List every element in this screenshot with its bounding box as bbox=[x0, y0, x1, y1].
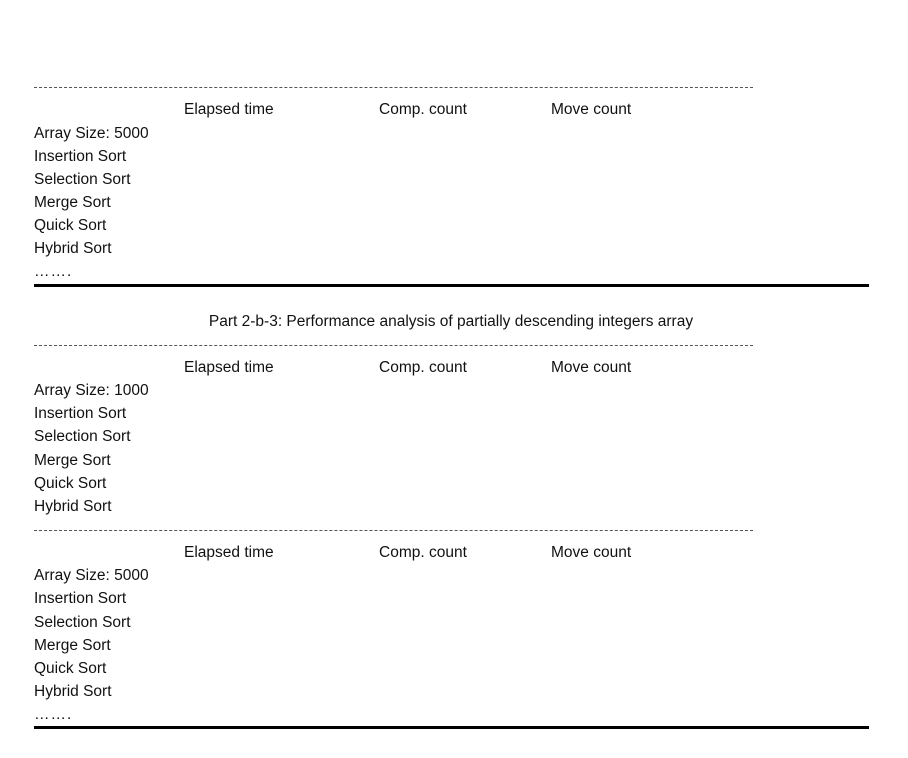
array-size-label: Array Size: 5000 bbox=[34, 567, 149, 584]
row-label: Merge Sort bbox=[34, 194, 111, 211]
array-size-label: Array Size: 1000 bbox=[34, 382, 149, 399]
row-label: Insertion Sort bbox=[34, 405, 127, 422]
row-label: Quick Sort bbox=[34, 475, 107, 492]
section-title: Part 2-b-3: Performance analysis of partially descending integers array bbox=[208, 313, 694, 330]
row-label: Hybrid Sort bbox=[34, 240, 112, 257]
row-label: Hybrid Sort bbox=[34, 683, 112, 700]
row-label: Selection Sort bbox=[34, 614, 131, 631]
header-comp-count: Comp. count bbox=[379, 359, 467, 376]
row-label: Insertion Sort bbox=[34, 590, 127, 607]
row-label: Quick Sort bbox=[34, 660, 107, 677]
section-divider bbox=[34, 726, 869, 729]
row-label: Hybrid Sort bbox=[34, 498, 112, 515]
row-label: Selection Sort bbox=[34, 428, 131, 445]
header-move-count: Move count bbox=[551, 544, 632, 561]
row-label: Insertion Sort bbox=[34, 148, 127, 165]
dashed-separator bbox=[34, 87, 753, 88]
row-label: Merge Sort bbox=[34, 637, 111, 654]
section-divider bbox=[34, 284, 869, 287]
row-label: Merge Sort bbox=[34, 452, 111, 469]
header-elapsed-time: Elapsed time bbox=[184, 544, 274, 561]
header-elapsed-time: Elapsed time bbox=[184, 101, 274, 118]
ellipsis: ……. bbox=[34, 706, 73, 723]
dashed-separator bbox=[34, 530, 753, 531]
row-label: Quick Sort bbox=[34, 217, 107, 234]
header-move-count: Move count bbox=[551, 101, 632, 118]
ellipsis: ……. bbox=[34, 263, 73, 280]
header-elapsed-time: Elapsed time bbox=[184, 359, 274, 376]
row-label: Selection Sort bbox=[34, 171, 131, 188]
header-move-count: Move count bbox=[551, 359, 632, 376]
array-size-label: Array Size: 5000 bbox=[34, 125, 149, 142]
header-comp-count: Comp. count bbox=[379, 544, 467, 561]
header-comp-count: Comp. count bbox=[379, 101, 467, 118]
dashed-separator bbox=[34, 345, 753, 346]
